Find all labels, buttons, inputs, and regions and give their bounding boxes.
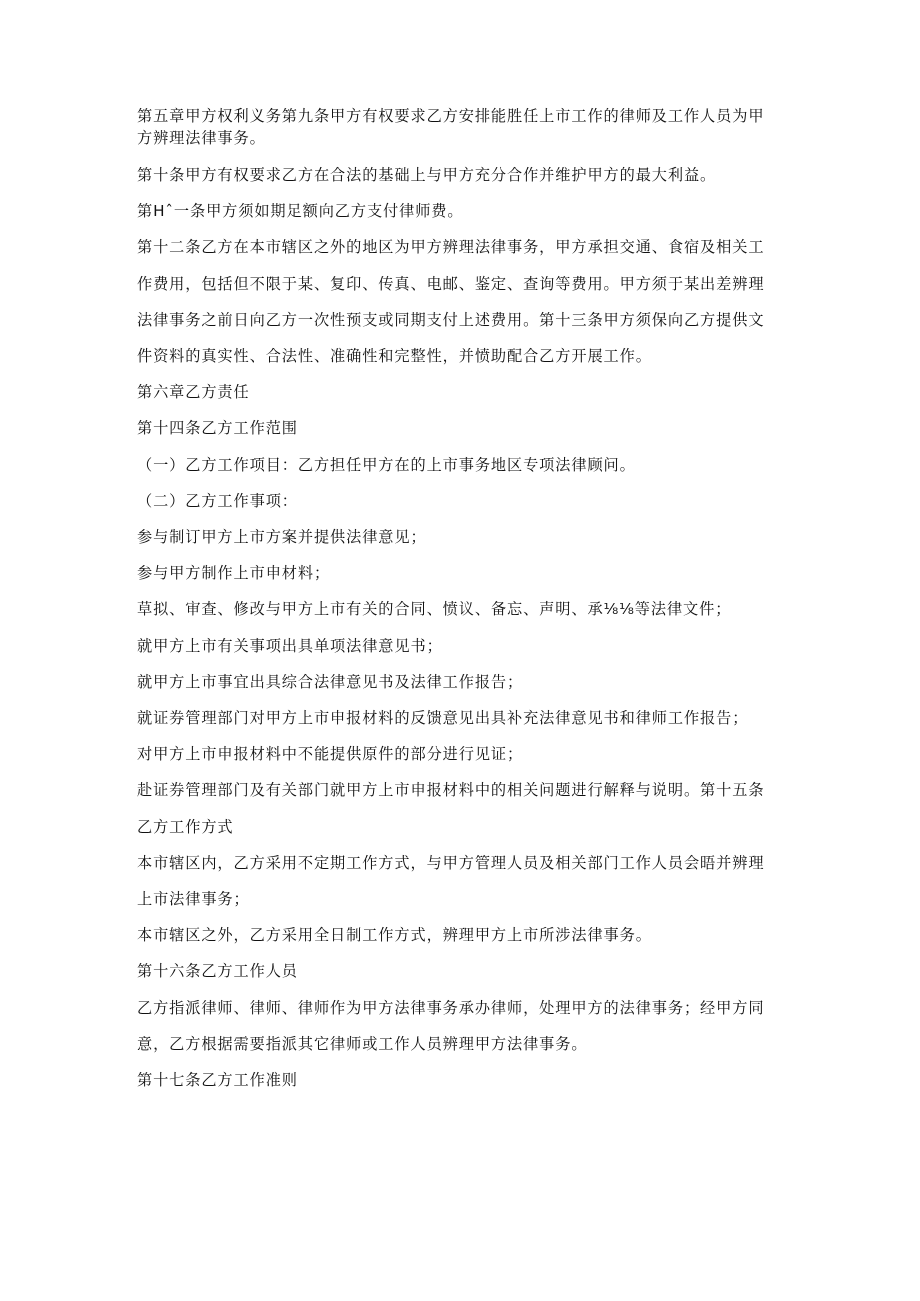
paragraph-article10: 第十条甲方有权要求乙方在合法的基础上与甲方充分合作并维护甲方的最大利益。 — [137, 166, 717, 184]
paragraph-work-items-heading: （二）乙方工作事项： — [137, 491, 298, 510]
document-body — [137, 101, 773, 1098]
list-item: 就证券管理部门对甲方上市申报材料的反馈意见出具补充法律意见书和律师工作报告； — [137, 709, 749, 728]
paragraph-assigned-lawyers: 乙方指派律师、律师、律师作为甲方法律事务承办律师，处理甲方的法律事务；经甲方同意，乙方根据需要指派其它律师或工作人员辨理甲方法律事务。 — [137, 998, 765, 1053]
paragraph-outside-city: 本市辖区之外，乙方采用全日制工作方式，辨理甲方上市所涉法律事务。 — [137, 926, 652, 945]
paragraph-work-project: （一）乙方工作项目：乙方担任甲方在的上市事务地区专项法律顾问。 — [137, 455, 636, 474]
paragraph-article16-heading: 第十六条乙方工作人员 — [137, 962, 298, 981]
paragraph-chapter6-heading: 第六章乙方责任 — [137, 383, 250, 402]
list-item: 就甲方上市事宜出具综合法律意见书及法律工作报告； — [137, 672, 524, 691]
paragraph-article14-heading: 第十四条乙方工作范围 — [137, 419, 298, 438]
paragraph-article11: 第Hˆ一条甲方须如期足额向乙方支付律师费。 — [137, 202, 464, 221]
paragraph-article17-heading: 第十七条乙方工作准则 — [137, 1071, 298, 1090]
list-item: 赴证券管理部门及有关部门就甲方上市申报材料中的相关问题进行解释与说明。第十五条乙方工作方式 — [137, 781, 765, 836]
list-item: 草拟、审查、修改与甲方上市有关的合同、愤议、备忘、声明、承⅛⅛等法律文件； — [137, 600, 732, 619]
paragraph-article12-13: 第十二条乙方在本市辖区之外的地区为甲方辨理法律事务，甲方承担交通、食宿及相关工作费用，包括但不限于某、复印、传真、电邮、鉴定、查询等费用。甲方须于某出差辨理法律事务之前日向乙方一次性预支或同期支付上述费用。第十三条甲方须保向乙方提供文件资料的真实性、合法性、准确性和完整性，并愤助配合乙方开展工作。 — [137, 238, 765, 366]
paragraph-within-city: 本市辖区内，乙方采用不定期工作方式，与甲方管理人员及相关部门工作人员会晤并辨理上市法律事务； — [137, 853, 765, 909]
list-item: 参与制订甲方上市方案并提供法律意见； — [137, 528, 427, 547]
list-item: 就甲方上市有关事项出具单项法律意见书； — [137, 636, 443, 655]
paragraph-chapter5-article9: 第五章甲方权利义务第九条甲方有权要求乙方安排能胜任上市工作的律师及工作人员为甲方辨理法律事务。 — [137, 107, 765, 147]
list-item: 对甲方上市申报材料中不能提供原件的部分进行见证； — [137, 745, 524, 764]
list-item: 参与甲方制作上市申材料； — [137, 564, 331, 583]
